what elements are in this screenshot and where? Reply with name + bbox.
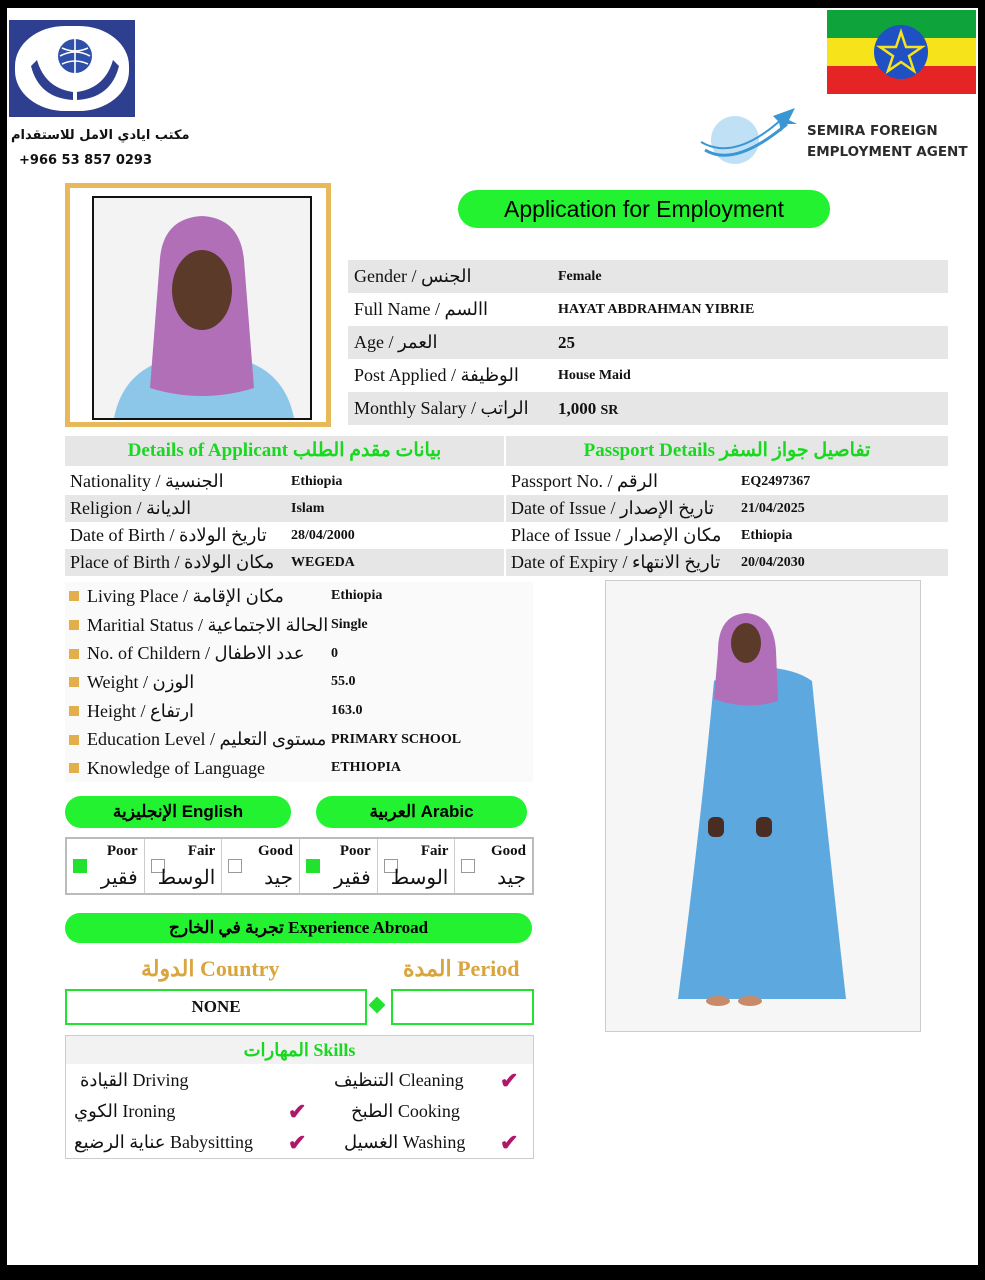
applicant-value: WEGEDA: [291, 555, 355, 570]
personal-row: [65, 725, 533, 754]
personal-value: PRIMARY SCHOOL: [331, 731, 462, 747]
english-level-fair: [145, 839, 223, 893]
arabic-language-header: العربية Arabic: [316, 796, 527, 828]
period-field: [391, 989, 534, 1025]
level-label-ar: فقير: [333, 867, 371, 889]
passport-label: Date of Issue / تاريخ الإصدار: [511, 498, 714, 518]
partner-name-line2: EMPLOYMENT AGENT: [807, 144, 968, 160]
experience-abroad-header: تجربة في الخارج Experience Abroad: [65, 913, 532, 943]
level-label-ar: فقير: [100, 867, 138, 889]
agency-logo: [9, 20, 135, 117]
skill-cooking: الطبخ Cooking: [351, 1101, 460, 1121]
passport-details-header: Passport Details تفاصيل جواز السفر: [506, 436, 948, 466]
english-level-poor: [67, 839, 145, 893]
summary-row-post: [348, 359, 948, 392]
skill-driving: القيادة Driving: [80, 1070, 189, 1090]
partner-agency-name: [807, 121, 968, 163]
diamond-icon: [369, 997, 386, 1014]
personal-value: Ethiopia: [331, 588, 383, 604]
applicant-row: [65, 522, 504, 549]
level-label-ar: جيد: [497, 867, 527, 889]
arabic-good-checkbox[interactable]: [461, 859, 475, 873]
partner-name-line1: SEMIRA FOREIGN: [807, 123, 938, 139]
level-label-en: Poor: [106, 843, 138, 859]
passport-row: [506, 495, 948, 522]
bullet-icon: [69, 763, 79, 773]
ironing-check-icon: ✔: [288, 1099, 307, 1124]
agency-phone: +966 53 857 0293: [19, 153, 153, 168]
portrait-photo-frame: [65, 183, 331, 427]
personal-value: ETHIOPIA: [331, 760, 402, 776]
portrait-photo: [92, 196, 312, 420]
applicant-value: Islam: [291, 501, 325, 516]
applicant-value: Ethiopia: [291, 474, 343, 489]
level-label-ar: الوسط: [390, 867, 449, 889]
summary-label: Gender / الجنس: [354, 266, 472, 286]
applicant-row: [65, 495, 504, 522]
skill-washing: الغسيل Washing: [344, 1132, 466, 1152]
summary-value: [552, 392, 948, 425]
summary-row-age: [348, 326, 948, 359]
bullet-icon: [69, 591, 79, 601]
personal-value: 0: [331, 645, 338, 661]
level-label-en: Fair: [420, 843, 449, 859]
personal-label: No. of Childern / عدد الاطفال: [87, 643, 305, 664]
passport-row: [506, 522, 948, 549]
babysitting-check-icon: ✔: [288, 1130, 307, 1155]
personal-row: [65, 639, 533, 668]
skills-header: المهارات Skills: [66, 1036, 533, 1064]
form-title: Application for Employment: [458, 190, 830, 228]
salary-amount: 1,000: [558, 399, 597, 418]
applicant-label: Religion / الديانة: [70, 498, 192, 518]
level-label-en: Poor: [339, 843, 371, 859]
personal-value: 55.0: [331, 674, 356, 690]
applicant-row: [65, 549, 504, 576]
personal-label: Weight / الوزن: [87, 671, 195, 692]
summary-label: Full Name / االسم: [354, 299, 489, 319]
full-length-photo: [605, 580, 921, 1032]
language-level-grid: [65, 837, 534, 895]
applicant-row: [65, 468, 504, 495]
personal-label: Maritial Status / الحالة الاجتماعية: [87, 614, 329, 635]
bullet-icon: [69, 735, 79, 745]
applicant-label: Date of Birth / تاريخ الولادة: [70, 525, 267, 545]
applicant-label: Place of Birth / مكان الولادة: [70, 552, 275, 572]
application-form: [7, 8, 978, 1265]
personal-label: Living Place / مكان الإقامة: [87, 585, 284, 606]
summary-value: HAYAT ABDRAHMAN YIBRIE: [558, 302, 755, 317]
applicant-details-table: [65, 468, 504, 576]
personal-row: [65, 754, 533, 783]
personal-row: [65, 611, 533, 640]
bullet-icon: [69, 677, 79, 687]
english-level-good: [222, 839, 300, 893]
personal-value: Single: [331, 617, 368, 633]
personal-label: Education Level / مستوى التعليم: [87, 729, 327, 750]
applicant-details-header: Details of Applicant بيانات مقدم الطلب: [65, 436, 504, 466]
summary-row-gender: [348, 260, 948, 293]
personal-row: [65, 668, 533, 697]
level-label-en: Fair: [187, 843, 216, 859]
semira-logo-icon: [695, 106, 799, 170]
personal-row: [65, 697, 533, 726]
bullet-icon: [69, 649, 79, 659]
summary-label: Monthly Salary / الراتب: [354, 398, 529, 418]
level-label-ar: الوسط: [157, 867, 216, 889]
passport-value: Ethiopia: [741, 528, 793, 543]
salary-unit: SR: [600, 403, 619, 418]
country-label: الدولة Country: [141, 956, 280, 981]
period-label: المدة Period: [403, 956, 520, 981]
skill-cleaning: التنظيف Cleaning: [334, 1070, 464, 1090]
arabic-poor-checkbox[interactable]: [306, 859, 320, 873]
personal-value: 163.0: [331, 703, 363, 719]
arabic-level-poor: [300, 839, 378, 893]
english-language-header: الإنجليزية English: [65, 796, 291, 828]
summary-value: 25: [558, 333, 575, 352]
skill-ironing: الكوي Ironing: [74, 1101, 176, 1121]
english-poor-checkbox[interactable]: [73, 859, 87, 873]
level-label-en: Good: [258, 843, 294, 859]
passport-label: Passport No. / الرقم: [511, 471, 659, 491]
bullet-icon: [69, 620, 79, 630]
passport-label: Date of Expiry / تاريخ الانتهاء: [511, 552, 721, 572]
personal-label: Height / ارتفاع: [87, 700, 195, 721]
passport-label: Place of Issue / مكان الإصدار: [511, 525, 722, 545]
applicant-value: 28/04/2000: [291, 528, 355, 543]
summary-value: Female: [558, 269, 602, 284]
level-label-en: Good: [491, 843, 527, 859]
washing-check-icon: ✔: [500, 1130, 519, 1155]
cleaning-check-icon: ✔: [500, 1068, 519, 1093]
personal-row: [65, 582, 533, 611]
summary-table: [348, 260, 948, 425]
skill-babysitting: عناية الرضيع Babysitting: [74, 1132, 254, 1152]
personal-details-list: [65, 582, 533, 783]
skills-table: [65, 1035, 534, 1159]
passport-value: 20/04/2030: [741, 555, 805, 570]
passport-value: 21/04/2025: [741, 501, 805, 516]
summary-value: House Maid: [558, 368, 631, 383]
personal-label: Knowledge of Language: [87, 757, 265, 778]
summary-row-salary: [348, 392, 948, 425]
country-field: NONE: [65, 989, 367, 1025]
passport-details-table: [506, 468, 948, 576]
english-good-checkbox[interactable]: [228, 859, 242, 873]
arabic-level-fair: [378, 839, 456, 893]
summary-label: Age / العمر: [354, 332, 438, 352]
summary-label: Post Applied / الوظيفة: [354, 365, 519, 385]
passport-value: EQ2497367: [741, 474, 811, 489]
arabic-level-good: [455, 839, 532, 893]
applicant-label: Nationality / الجنسية: [70, 471, 224, 491]
bullet-icon: [69, 706, 79, 716]
level-label-ar: جيد: [264, 867, 294, 889]
passport-row: [506, 468, 948, 495]
agency-name: مكتب ايادي الامل للاستقدام: [11, 128, 190, 143]
summary-row-full-name: [348, 293, 948, 326]
passport-row: [506, 549, 948, 576]
ethiopia-flag-icon: [827, 10, 976, 94]
